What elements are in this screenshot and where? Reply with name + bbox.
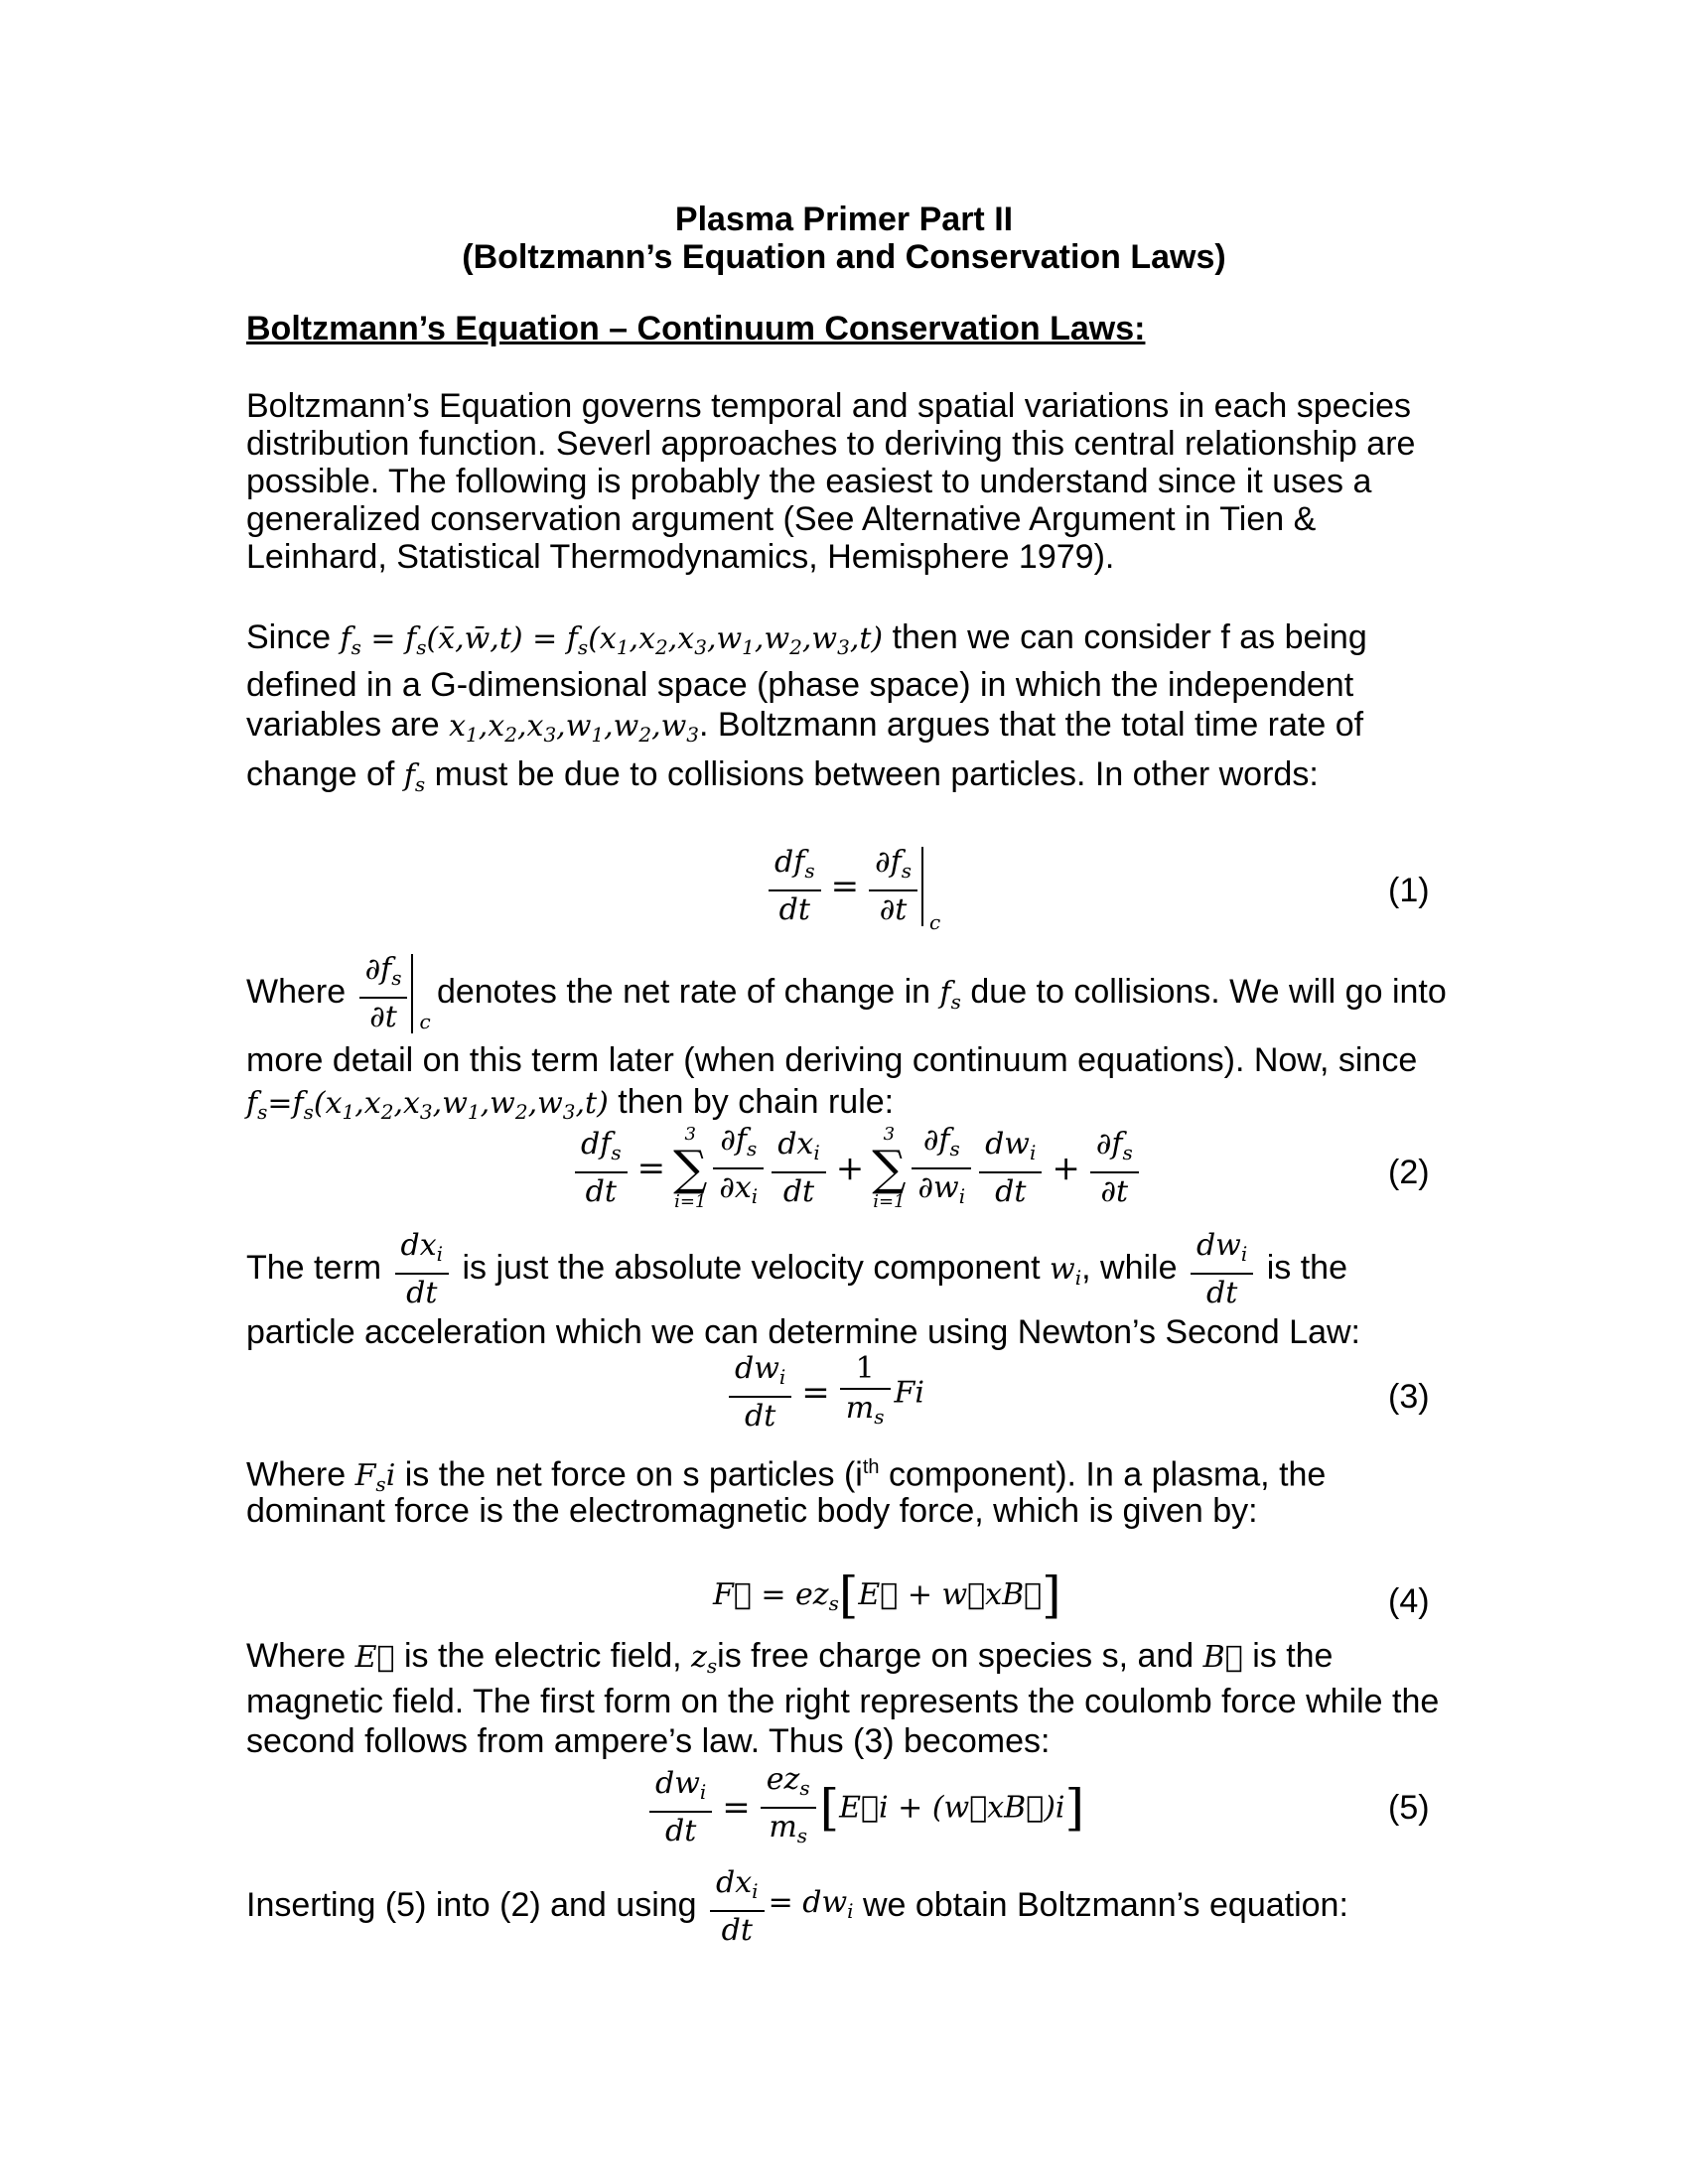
variables-equation: $x_1,x_2,x_3,w_1,w_2,w_3$ — [449, 709, 700, 747]
term-end: is the — [1266, 1248, 1347, 1287]
where3-prefix: Where — [246, 1455, 347, 1494]
where-collision-line: Where $\frac{\partial f_s}{\partial t}$ c denotes the net rate of change in $f_s$ due to collisions. We will go into — [246, 952, 1447, 1034]
variables-suffix: . Boltzmann argues that the total time rate of — [699, 706, 1364, 744]
where3-mid: is the net force on s particles (i — [404, 1455, 863, 1494]
dominant-force-line: dominant force is the electromagnetic body force, which is given by: — [246, 1492, 1258, 1530]
where4-b: is free charge on species s, and — [717, 1637, 1195, 1675]
term-while: , while — [1081, 1248, 1178, 1287]
where1-prefix: Where — [246, 972, 347, 1011]
equation-1: $\frac{df_s}{dt}$ = $\frac{\partial f_s}{\partial t}$ c — [765, 846, 937, 927]
term-line: The term $\frac{dx_i}{dt}$ is just the absolute velocity component $w_i$, while $\frac{dw_i}{dt}$ is the — [246, 1228, 1347, 1310]
equation-3: $\frac{dw_i}{dt}$ = $\frac{1}{m_s}$ Fi — [725, 1352, 924, 1433]
where1-end: due to collisions. We will go into — [970, 972, 1447, 1011]
chain-suffix: then by chain rule: — [618, 1083, 895, 1121]
magnetic-field-line: magnetic field. The first form on the right represents the coulomb force while the — [246, 1683, 1440, 1720]
term-mid: is just the absolute velocity component — [462, 1248, 1041, 1287]
where4-prefix: Where — [246, 1637, 347, 1675]
term-prefix: The term — [246, 1248, 382, 1287]
equation-4-number: (4) — [1388, 1582, 1430, 1620]
defined-line: defined in a G-dimensional space (phase space) in which the independent — [246, 666, 1354, 704]
equation-5: $\frac{dw_i}{dt}$ = $\frac{ez_s}{m_s}$ [E⃗i + (w⃗xB⃗)i] — [645, 1763, 1084, 1852]
change-suffix: must be due to collisions between particles. In other words: — [434, 755, 1319, 793]
where4-a: is the electric field, — [403, 1637, 682, 1675]
insert-suffix: we obtain Boltzmann’s equation: — [862, 1885, 1348, 1924]
where4-c: is the — [1252, 1637, 1334, 1675]
document-title: Plasma Primer Part II — [674, 201, 1014, 238]
equation-1-number: (1) — [1388, 872, 1430, 909]
particle-accel-line: particle acceleration which we can determine using Newton’s Second Law: — [246, 1313, 1360, 1351]
net-force-line: Where $F_si$ is the net force on s particles ($i^{th}$ component). In a plasma, the — [246, 1455, 1327, 1497]
intro-paragraph: Boltzmann’s Equation governs temporal and spatial variations in each species distribution function. Severl approaches to deriving this central relationship are possible. The following is probably the easiest to understand since it uses a generalized conservation argument (See Alternative Argument in Tien & Leinhard, Statistical Thermodynamics, Hemisphere 1979). — [246, 387, 1416, 576]
insert-prefix: Inserting (5) into (2) and using — [246, 1885, 697, 1924]
equation-2-number: (2) — [1388, 1154, 1430, 1191]
since-equation: $f_s$ = $f_s(x̄,w̄,t) = f_s(x_1,x_2,x_3,w_1,w_2,w_3,t)$ — [340, 621, 884, 659]
equation-3-number: (3) — [1388, 1378, 1430, 1416]
inserting-line: Inserting (5) into (2) and using $\frac{dx_i}{dt}$ = $dw_i$ we obtain Boltzmann’s equation: — [246, 1865, 1348, 1948]
fs-symbol: $f_s$ — [403, 758, 426, 796]
equation-4: F⃗ = $ez_s[E⃗$ + w⃗xB⃗] — [713, 1567, 1061, 1624]
more-detail-line: more detail on this term later (when deriving continuum equations). Now, since — [246, 1041, 1418, 1079]
since-prefix: Since — [246, 618, 332, 656]
electric-field-line: Where E⃗ is the electric field, $z_sis$ free charge on species s, and B⃗ is the — [246, 1637, 1334, 1678]
change-line — [246, 754, 1319, 804]
ampere-line: second follows from ampere’s law. Thus (3) becomes: — [246, 1722, 1051, 1760]
section-heading: Boltzmann’s Equation – Continuum Conservation Laws: — [246, 310, 1146, 347]
equation-2: $\frac{df_s}{dt}$ = 3 ∑ i=1 $\frac{\partial f_s}{\partial x_i}$ $\frac{dx_i}{dt}$ + 3 ∑ i=1 $\frac{\partial f_s}{\partial w_i}$ $\frac{dw_i}{dt}$ + $\frac{\partial f_s}{\partial t}$ — [571, 1124, 1143, 1213]
where3-end: component). In a plasma, the — [879, 1455, 1327, 1494]
where3-sup: th — [862, 1456, 880, 1478]
change-prefix: change of — [246, 755, 395, 793]
variables-line — [246, 705, 1363, 754]
document-subtitle: (Boltzmann’s Equation and Conservation Laws) — [462, 238, 1226, 276]
chain-equation: $f_s=f_s(x_1,x_2,x_3,w_1,w_2,w_3,t)$ — [246, 1086, 609, 1124]
variables-prefix: variables are — [246, 706, 440, 744]
equation-5-number: (5) — [1388, 1789, 1430, 1827]
where1-suffix: denotes the net rate of change in — [436, 972, 931, 1011]
since-suffix: then we can consider f as being — [892, 618, 1367, 656]
since-line — [246, 617, 1367, 667]
